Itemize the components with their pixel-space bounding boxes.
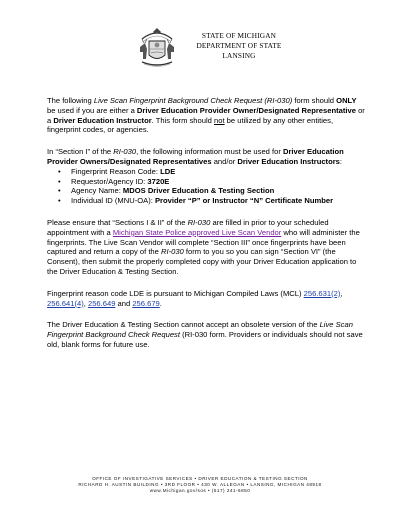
letterhead-department: DEPARTMENT OF STATE bbox=[196, 40, 282, 50]
form-code: RI-030 bbox=[113, 147, 137, 157]
letterhead-state: STATE OF MICHIGAN bbox=[201, 31, 277, 40]
list-item bbox=[71, 167, 367, 177]
law-text: Fingerprint reason code LDE is pursuant to Michigan Compiled Laws (MCL) bbox=[47, 288, 304, 298]
law-separator: and bbox=[115, 298, 133, 308]
letter-body bbox=[47, 96, 367, 362]
filling-text: Please ensure that “Sections I & II” of the bbox=[47, 217, 188, 227]
not-emphasis: not bbox=[214, 115, 225, 125]
letterhead-city: LANSING bbox=[222, 50, 256, 60]
form-code: RI-030 bbox=[160, 247, 184, 257]
intro-text: The following bbox=[47, 96, 94, 105]
intro-text: or a bbox=[47, 105, 365, 125]
form-title: Live Scan Fingerprint Background Check Request bbox=[47, 320, 353, 340]
law-separator: , bbox=[340, 288, 343, 298]
instructor-emphasis: Driver Education Instructor bbox=[53, 115, 152, 125]
obsolete-paragraph bbox=[47, 320, 367, 349]
intro-text: . This form should bbox=[151, 115, 214, 125]
filling-paragraph bbox=[47, 218, 367, 277]
owner-emphasis: Driver Education Provider Owner/Designated Representative bbox=[136, 105, 356, 115]
law-separator: , bbox=[83, 298, 88, 308]
list-item-value: Provider “P” or Instructor “N” Certificate Number bbox=[154, 196, 334, 206]
footer-office: OFFICE OF INVESTIGATIVE SERVICES • DRIVER EDUCATION & TESTING SECTION bbox=[92, 476, 308, 481]
list-item-value: LDE bbox=[160, 166, 176, 176]
footer-address: RICHARD H. AUSTIN BUILDING • 3RD FLOOR • 430 W. ALLEGAN • LANSING, MICHIGAN 48918 bbox=[78, 482, 322, 488]
intro-paragraph bbox=[47, 96, 367, 135]
requirements-list bbox=[47, 167, 367, 206]
mcl-link-256-631[interactable]: 256.631(2) bbox=[303, 288, 341, 298]
list-item-label: Agency Name: bbox=[71, 186, 123, 196]
list-item-value: MDOS Driver Education & Testing Section bbox=[122, 186, 275, 196]
filling-text: are filled in prior to your scheduled appointment with a bbox=[47, 217, 329, 237]
section1-text: : bbox=[339, 156, 343, 166]
law-paragraph bbox=[47, 289, 367, 309]
footer bbox=[40, 476, 360, 495]
law-separator: . bbox=[159, 298, 162, 308]
obsolete-text: (RI-030 form. Providers or individuals should not save old, blank forms for future use. bbox=[47, 330, 363, 349]
intro-text: form should bbox=[292, 96, 337, 105]
list-item-value: 3720E bbox=[147, 176, 170, 186]
filling-text: form to you so you can sign “Section VI” (the Consent), then submit the properly completed copy with your Driver Education application to the Driver Education & Testing Section. bbox=[47, 247, 357, 276]
form-title: Live Scan Fingerprint Background Check Request (RI-030) bbox=[93, 96, 293, 105]
mcl-link-256-649[interactable]: 256.649 bbox=[87, 298, 116, 308]
only-emphasis: ONLY bbox=[336, 96, 357, 105]
obsolete-text: The Driver Education & Testing Section cannot accept an obsolete version of the bbox=[47, 320, 320, 330]
list-item bbox=[71, 186, 367, 196]
section1-text: and/or bbox=[211, 156, 238, 166]
mcl-link-256-641[interactable]: 256.641(4) bbox=[47, 298, 84, 308]
michigan-state-seal-icon bbox=[136, 25, 178, 69]
section1-text: , the following information must be used for bbox=[136, 147, 283, 157]
live-scan-vendor-link[interactable]: Michigan State Police approved Live Scan Vendor bbox=[112, 227, 282, 237]
intro-text: be utilized by any other entities, fingerprint codes, or agencies. bbox=[47, 115, 334, 135]
intro-text: be used if you are either a bbox=[47, 105, 137, 115]
section1-text: In “Section I” of the bbox=[47, 147, 114, 157]
list-item-label: Requestor/Agency ID: bbox=[71, 176, 148, 186]
list-item bbox=[71, 177, 367, 187]
mcl-link-256-679[interactable]: 256.679 bbox=[132, 298, 160, 308]
instructors-emphasis: Driver Education Instructors bbox=[237, 156, 340, 166]
list-item bbox=[71, 196, 367, 206]
letterhead bbox=[184, 31, 294, 60]
list-item-label: Individual ID (MNU-OA): bbox=[71, 196, 155, 206]
section1-paragraph bbox=[47, 147, 367, 167]
filling-text: who will administer the fingerprints. The Live Scan Vendor will complete “Section III” once fingerprints have been captured and return a copy of the bbox=[47, 227, 360, 257]
list-item-label: Fingerprint Reason Code: bbox=[71, 166, 161, 176]
form-code: RI-030 bbox=[187, 217, 211, 227]
owners-emphasis: Driver Education Provider Owners/Designated Representatives bbox=[47, 147, 344, 166]
footer-contact: www.Michigan.gov/sos • (517) 241-6850 bbox=[149, 488, 251, 494]
